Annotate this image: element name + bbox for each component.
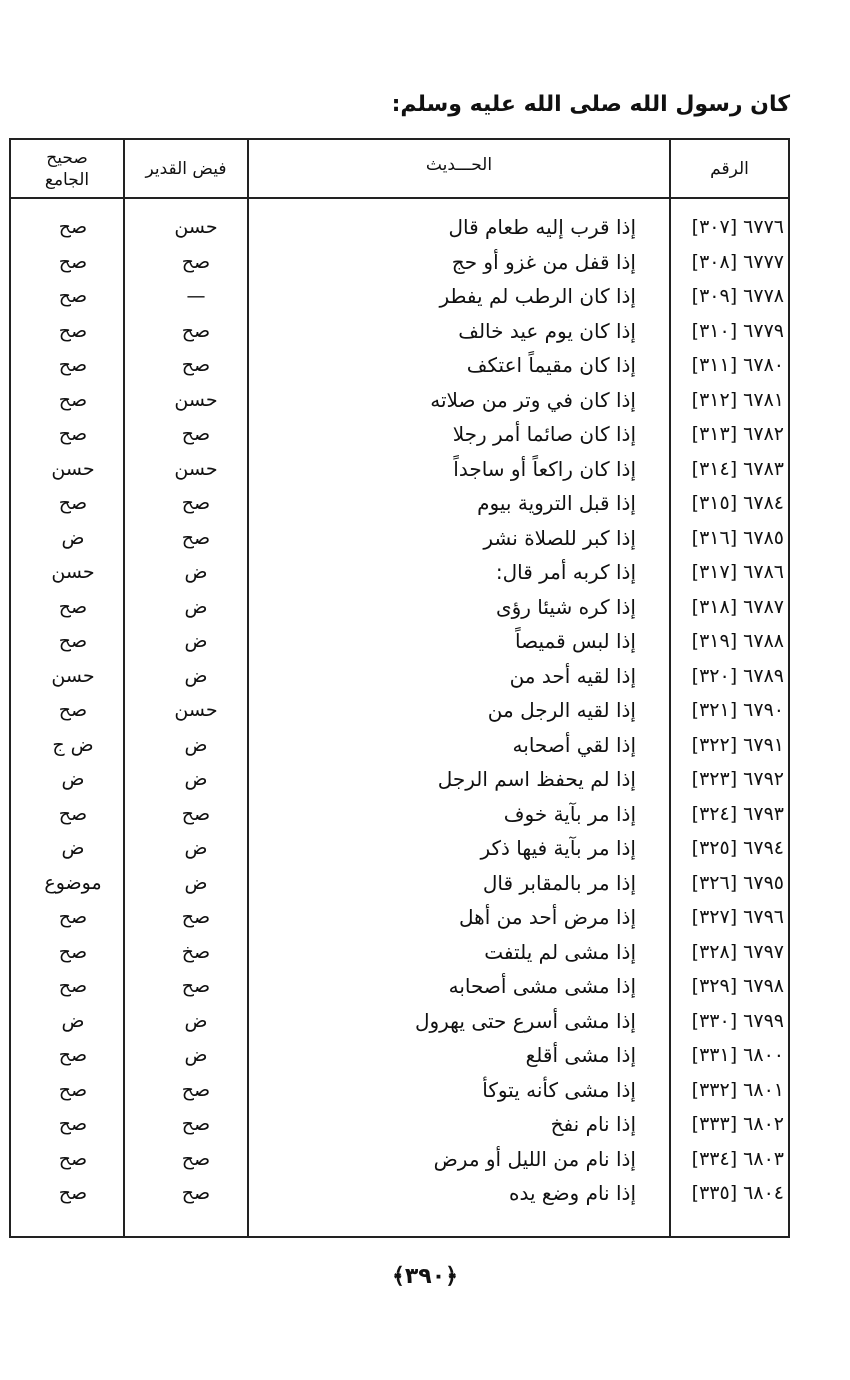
page-heading: كان رسول الله صلى الله عليه وسلم: <box>391 92 790 117</box>
row-hadith-text: إذا كان صائما أمر رجلا <box>452 422 636 446</box>
row-hadith-text: إذا مشى كأنه يتوكأ <box>482 1077 636 1102</box>
row-fayd-grade: صح <box>181 975 211 997</box>
table-row <box>11 486 788 521</box>
row-number: ٦٧٨٤ [٣١٥] <box>691 492 784 514</box>
table-row <box>11 728 788 763</box>
row-fayd-grade: ض <box>184 1009 208 1032</box>
row-hadith-text: إذا مشى لم يلتفت <box>484 939 636 964</box>
row-number: ٦٧٨٥ [٣١٦] <box>691 526 784 549</box>
row-hadith-text: إذا نام من الليل أو مرض <box>433 1146 636 1171</box>
table-row <box>11 417 788 452</box>
row-sahih-grade: ض <box>61 1009 85 1032</box>
row-fayd-grade: ض <box>184 1044 208 1066</box>
table-row <box>11 969 788 1004</box>
row-fayd-grade: صح <box>181 250 211 273</box>
header-sahih-line2: الجامع <box>44 169 90 190</box>
row-hadith-text: إذا لقي أصحابه <box>512 732 636 757</box>
table-row <box>11 797 788 832</box>
row-fayd-grade: ض <box>184 837 208 859</box>
row-sahih-grade: صح <box>58 975 88 997</box>
row-hadith-text: إذا نام نفخ <box>550 1112 636 1136</box>
table-row <box>11 1073 788 1108</box>
row-hadith-text: إذا قبل التروية بيوم <box>477 491 636 515</box>
row-number: ٦٨٠١ [٣٣٢] <box>691 1078 784 1101</box>
row-sahih-grade: صح <box>58 595 88 618</box>
header-number <box>671 140 788 197</box>
row-sahih-grade: حسن <box>51 664 95 687</box>
row-hadith-text: إذا مشى أقلع <box>525 1043 636 1067</box>
row-fayd-grade: صح <box>181 802 211 825</box>
table-row <box>11 210 788 245</box>
row-number: ٦٧٩٠ [٣٢١] <box>691 699 784 721</box>
row-number: ٦٧٩٤ [٣٢٥] <box>691 837 784 859</box>
table-row <box>11 624 788 659</box>
row-sahih-grade: ض <box>61 768 85 790</box>
row-hadith-text: إذا قرب إليه طعام قال <box>448 215 636 239</box>
row-sahih-grade: صح <box>58 802 88 825</box>
table-row <box>11 383 788 418</box>
row-sahih-grade: صح <box>58 319 88 342</box>
row-fayd-grade: حسن <box>174 388 218 411</box>
header-divider <box>11 197 788 199</box>
row-sahih-grade: صح <box>58 1113 88 1135</box>
table-row <box>11 900 788 935</box>
row-sahih-grade: صح <box>58 354 88 376</box>
row-number: ٦٧٨٨ [٣١٩] <box>691 630 784 652</box>
row-hadith-text: إذا لم يحفظ اسم الرجل <box>437 767 636 791</box>
row-fayd-grade: صخ <box>181 940 211 963</box>
row-fayd-grade: صح <box>181 319 211 342</box>
table-row <box>11 693 788 728</box>
row-hadith-text: إذا مشى مشى أصحابه <box>448 974 636 998</box>
row-fayd-grade: حسن <box>174 699 218 721</box>
row-sahih-grade: موضوع <box>44 871 102 894</box>
row-sahih-grade: صح <box>58 1044 88 1066</box>
row-fayd-grade: صح <box>181 1113 211 1135</box>
row-sahih-grade: صح <box>58 388 88 411</box>
row-sahih-grade: صح <box>58 492 88 514</box>
row-number: ٦٧٨٣ [٣١٤] <box>691 457 784 480</box>
row-number: ٦٧٧٦ [٣٠٧] <box>691 216 784 238</box>
row-fayd-grade: ض <box>184 768 208 790</box>
table-row <box>11 555 788 590</box>
row-hadith-text: إذا كان يوم عيد خالف <box>458 318 636 343</box>
table-row <box>11 1107 788 1142</box>
row-fayd-grade: حسن <box>174 457 218 480</box>
row-number: ٦٧٩١ [٣٢٢] <box>691 733 784 756</box>
row-number: ٦٧٩٢ [٣٢٣] <box>691 768 784 790</box>
row-fayd-grade: — <box>186 285 206 307</box>
row-hadith-text: إذا كره شيئا رؤى <box>495 594 636 619</box>
row-sahih-grade: صح <box>58 1182 88 1204</box>
header-fayd <box>125 140 247 197</box>
row-sahih-grade: حسن <box>51 561 95 583</box>
row-fayd-grade: ض <box>184 630 208 652</box>
row-number: ٦٧٨٩ [٣٢٠] <box>691 664 784 687</box>
row-hadith-text: إذا نام وضع يده <box>509 1181 636 1205</box>
row-hadith-text: إذا مر بآية فيها ذكر <box>480 836 636 860</box>
row-number: ٦٧٩٦ [٣٢٧] <box>691 906 784 928</box>
table-row <box>11 866 788 901</box>
row-number: ٦٧٨١ [٣١٢] <box>691 388 784 411</box>
table-body <box>11 210 788 1211</box>
row-hadith-text: إذا مر بآية خوف <box>503 801 636 826</box>
row-number: ٦٧٨٧ [٣١٨] <box>691 595 784 618</box>
hadith-table <box>9 138 790 1238</box>
row-fayd-grade: صح <box>181 1182 211 1204</box>
row-number: ٦٧٩٩ [٣٣٠] <box>691 1009 784 1032</box>
row-fayd-grade: حسن <box>174 216 218 238</box>
table-row <box>11 1142 788 1177</box>
row-fayd-grade: صح <box>181 1147 211 1170</box>
table-row <box>11 521 788 556</box>
row-hadith-text: إذا كان في وتر من صلاته <box>430 387 636 412</box>
table-row <box>11 590 788 625</box>
table-row <box>11 1004 788 1039</box>
page-number: ﴿٣٩٠﴾ <box>391 1264 459 1289</box>
row-sahih-grade: صح <box>58 630 88 652</box>
row-number: ٦٨٠٤ [٣٣٥] <box>691 1182 784 1204</box>
row-number: ٦٨٠٣ [٣٣٤] <box>691 1147 784 1170</box>
row-fayd-grade: صح <box>181 354 211 376</box>
header-sahih <box>11 140 123 197</box>
row-number: ٦٨٠٢ [٣٣٣] <box>691 1113 784 1135</box>
row-hadith-text: إذا كان مقيماً اعتكف <box>466 353 636 377</box>
table-row <box>11 452 788 487</box>
row-fayd-grade: ض <box>184 561 208 583</box>
table-row <box>11 279 788 314</box>
row-sahih-grade: ض ج <box>52 733 94 756</box>
row-sahih-grade: ض <box>61 837 85 859</box>
table-row <box>11 314 788 349</box>
header-fayd-label: فيض القدير <box>145 158 227 179</box>
table-row <box>11 1176 788 1211</box>
row-hadith-text: إذا قفل من غزو أو حج <box>451 249 636 274</box>
table-row <box>11 831 788 866</box>
row-fayd-grade: ض <box>184 664 208 687</box>
row-fayd-grade: صح <box>181 1078 211 1101</box>
row-sahih-grade: صح <box>58 1078 88 1101</box>
row-hadith-text: إذا كان راكعاً أو ساجداً <box>453 456 636 481</box>
row-number: ٦٧٩٧ [٣٢٨] <box>691 940 784 963</box>
table-row <box>11 245 788 280</box>
table-row <box>11 1038 788 1073</box>
row-hadith-text: إذا لقيه أحد من <box>509 663 636 688</box>
row-fayd-grade: صح <box>181 906 211 928</box>
row-number: ٦٧٩٨ [٣٢٩] <box>691 975 784 997</box>
row-sahih-grade: صح <box>58 906 88 928</box>
row-number: ٦٧٩٥ [٣٢٦] <box>691 871 784 894</box>
row-hadith-text: إذا كبر للصلاة نشر <box>483 525 636 550</box>
row-hadith-text: إذا مر بالمقابر قال <box>482 870 636 895</box>
row-sahih-grade: ض <box>61 526 85 549</box>
row-hadith-text: إذا كربه أمر قال: <box>495 560 636 584</box>
row-fayd-grade: صح <box>181 492 211 514</box>
row-sahih-grade: حسن <box>51 457 95 480</box>
table-row <box>11 762 788 797</box>
row-number: ٦٧٨٢ [٣١٣] <box>691 423 784 445</box>
row-sahih-grade: صح <box>58 940 88 963</box>
row-sahih-grade: صح <box>58 250 88 273</box>
row-hadith-text: إذا لبس قميصاً <box>515 629 636 653</box>
row-number: ٦٧٧٩ [٣١٠] <box>691 319 784 342</box>
row-number: ٦٧٩٣ [٣٢٤] <box>691 802 784 825</box>
row-fayd-grade: صح <box>181 423 211 445</box>
row-hadith-text: إذا مرض أحد من أهل <box>459 905 636 929</box>
row-hadith-text: إذا لقيه الرجل من <box>487 698 636 722</box>
row-hadith-text: إذا مشى أسرع حتى يهرول <box>414 1008 636 1033</box>
row-number: ٦٧٨٠ [٣١١] <box>691 354 784 376</box>
row-sahih-grade: صح <box>58 285 88 307</box>
row-number: ٦٧٧٨ [٣٠٩] <box>691 285 784 307</box>
row-fayd-grade: صح <box>181 526 211 549</box>
row-sahih-grade: صح <box>58 216 88 238</box>
header-hadith-label: الحـــديث <box>425 155 493 175</box>
row-fayd-grade: ض <box>184 871 208 894</box>
row-sahih-grade: صح <box>58 1147 88 1170</box>
row-fayd-grade: ض <box>184 595 208 618</box>
header-number-label: الرقم <box>710 158 749 179</box>
row-number: ٦٨٠٠ [٣٣١] <box>691 1044 784 1066</box>
row-fayd-grade: ض <box>184 733 208 756</box>
header-hadith <box>249 140 669 197</box>
row-number: ٦٧٨٦ [٣١٧] <box>691 561 784 583</box>
header-sahih-line1: صحيح <box>46 147 88 168</box>
row-hadith-text: إذا كان الرطب لم يفطر <box>439 284 636 308</box>
row-sahih-grade: صح <box>58 699 88 721</box>
table-row <box>11 348 788 383</box>
row-sahih-grade: صح <box>58 423 88 445</box>
table-row <box>11 659 788 694</box>
row-number: ٦٧٧٧ [٣٠٨] <box>691 250 784 273</box>
table-row <box>11 935 788 970</box>
